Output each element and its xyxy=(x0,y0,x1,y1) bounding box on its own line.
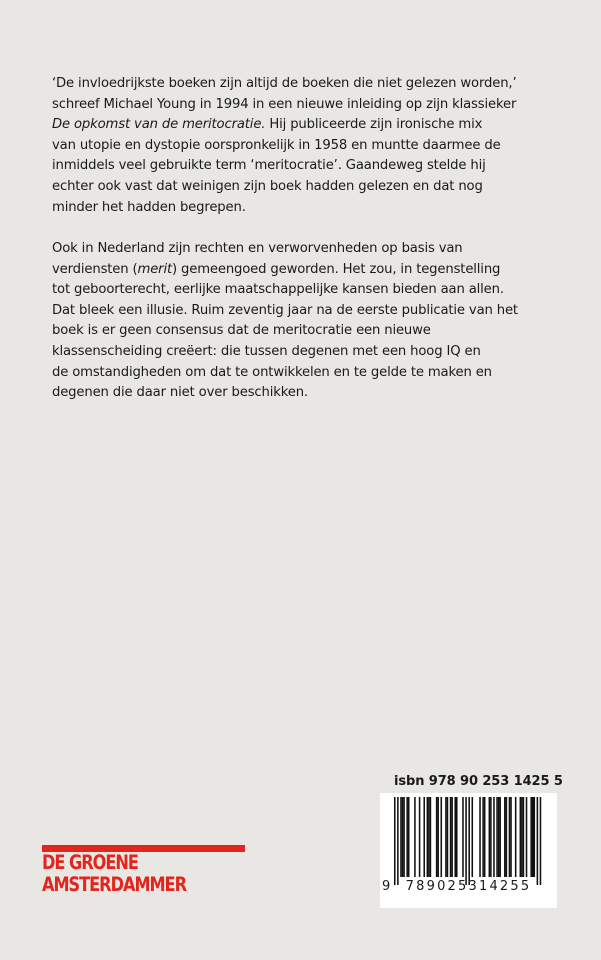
blurb-line: degenen die daar niet over beschikken. xyxy=(52,385,308,401)
blurb-line: De opkomst van de meritocratie. Hij publiceerde zijn ironische mix xyxy=(52,117,483,133)
blurb-line: de omstandigheden om dat te ontwikkelen en te gelde te maken en xyxy=(52,364,492,380)
isbn-barcode xyxy=(380,793,557,908)
barcode-bar xyxy=(403,797,405,877)
blurb-line: Ook in Nederland zijn rechten en verworvenheden op basis van xyxy=(52,241,463,256)
barcode-bar xyxy=(456,797,458,877)
barcode-bar xyxy=(419,797,421,877)
barcode-bar xyxy=(441,797,443,877)
barcode-bar xyxy=(484,797,486,877)
barcode-bar xyxy=(499,797,501,877)
barcode-bar xyxy=(526,797,528,877)
barcode-bar xyxy=(450,797,452,877)
barcode-bar xyxy=(489,797,491,877)
barcode-lead-digit: 9 xyxy=(382,879,391,894)
barcode-bar xyxy=(394,797,396,885)
barcode-bar xyxy=(523,797,525,877)
barcode-bar xyxy=(465,797,467,885)
barcode-bar xyxy=(540,797,542,885)
barcode-bar xyxy=(493,797,495,877)
blurb-line: boek is er geen consensus dat de meritocratie een nieuwe xyxy=(52,323,431,339)
barcode-bar xyxy=(498,797,500,877)
barcode-bar xyxy=(530,797,532,877)
blurb-line: ‘De invloedrijkste boeken zijn altijd de boeken die niet gelezen worden,’ xyxy=(52,76,517,91)
barcode-bar xyxy=(510,797,512,877)
barcode-bar xyxy=(468,797,470,885)
barcode-bar xyxy=(414,797,416,877)
blurb-line: echter ook vast dat weinigen zijn boek hadden gelezen en dat nog xyxy=(52,178,483,194)
logo-line-1: DE GROENE xyxy=(42,851,138,874)
barcode-bar xyxy=(462,797,464,877)
barcode-bar xyxy=(479,797,481,877)
barcode-bar xyxy=(423,797,425,877)
barcode-bar xyxy=(430,797,432,877)
barcode-bar xyxy=(436,797,438,877)
blurb-line: verdiensten (merit) gemeengoed geworden. Het zou, in tegenstelling xyxy=(52,261,501,277)
barcode-bar xyxy=(521,797,523,877)
barcode-bar xyxy=(454,797,456,877)
publisher-logo xyxy=(42,845,247,896)
blurb-paragraph-2 xyxy=(52,239,552,404)
barcode-bar xyxy=(406,797,408,877)
blurb-line: klassenscheiding creëert: die tussen degenen met een hoog IQ en xyxy=(52,343,481,359)
blurb-line: schreef Michael Young in 1994 in een nieuwe inleiding op zijn klassieker xyxy=(52,96,517,112)
barcode-bar xyxy=(427,797,429,877)
barcode-bar xyxy=(534,797,536,877)
isbn-label: isbn 978 90 253 1425 5 xyxy=(394,774,563,789)
blurb-paragraph-1 xyxy=(52,74,552,218)
barcode-bars xyxy=(390,797,548,887)
barcode-bar xyxy=(509,797,511,877)
barcode-bar xyxy=(428,797,430,877)
barcode-bar xyxy=(437,797,439,877)
barcode-bar xyxy=(482,797,484,877)
book-title: De opkomst van de meritocratie. xyxy=(52,117,266,133)
barcode-bar xyxy=(520,797,522,877)
barcode-bar xyxy=(504,797,506,877)
barcode-bar xyxy=(506,797,508,877)
barcode-bar xyxy=(397,797,399,885)
barcode-bar xyxy=(447,797,449,877)
barcode-bar xyxy=(408,797,410,877)
barcode-bar xyxy=(532,797,534,877)
logo-line-2: AMSTERDAMMER xyxy=(42,873,186,896)
barcode-bar xyxy=(490,797,492,877)
barcode-bar xyxy=(515,797,517,877)
barcode-bar xyxy=(402,797,404,877)
blurb-line: inmiddels veel gebruikte term ‘meritocratie’. Gaandeweg stelde hij xyxy=(52,158,486,174)
barcode-digits: 789025314255 xyxy=(405,879,532,894)
blurb-line: minder het hadden begrepen. xyxy=(52,199,246,215)
barcode-bar xyxy=(400,797,402,877)
blurb-line: Dat bleek een illusie. Ruim zeventig jaar na de eerste publicatie van het xyxy=(52,302,518,318)
barcode-bar xyxy=(537,797,539,885)
barcode-bar xyxy=(445,797,447,877)
barcode-bar xyxy=(496,797,498,877)
barcode-bar xyxy=(472,797,474,877)
barcode-bar xyxy=(451,797,453,877)
blurb-line: tot geboorterecht, eerlijke maatschappelijke kansen bieden aan allen. xyxy=(52,282,504,298)
blurb-line: van utopie en dystopie oorspronkelijk in 1958 en muntte daarmee de xyxy=(52,137,501,153)
